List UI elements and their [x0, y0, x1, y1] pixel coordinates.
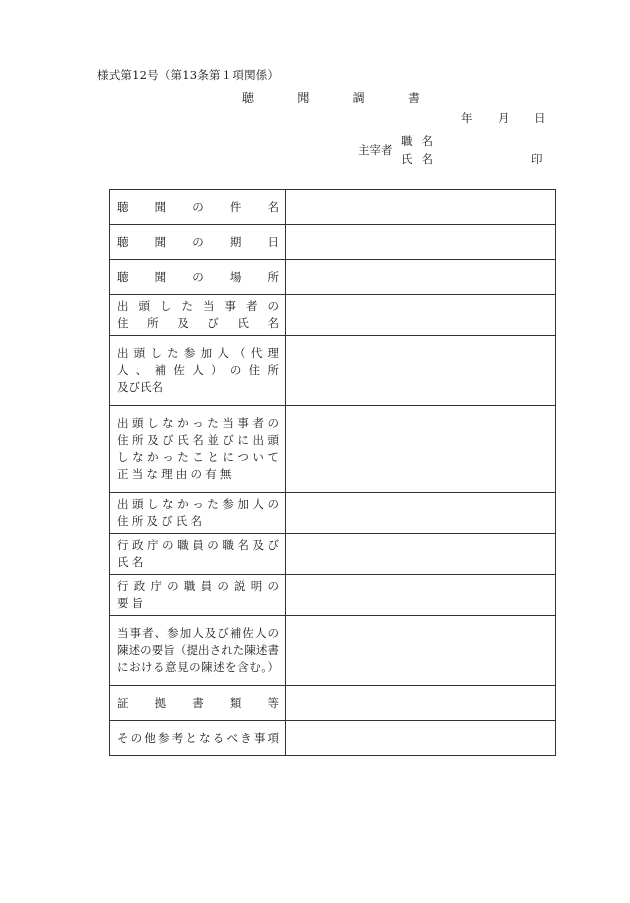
row-label-line: 出頭しなかった参加人の	[117, 497, 279, 511]
row-label-line: 出頭した当事者の	[117, 299, 279, 313]
row-value-cell[interactable]	[286, 616, 556, 686]
row-label-line: 住所及び氏名	[117, 514, 206, 528]
row-value-cell[interactable]	[286, 534, 556, 575]
form-number: 様式第12号（第13条第１項関係）	[97, 68, 280, 82]
table-row	[110, 534, 556, 575]
table-row	[110, 295, 556, 336]
table-row	[110, 686, 556, 721]
row-label-line: における意見の陳述を含む。）	[117, 660, 279, 674]
row-label	[110, 295, 285, 335]
table-row	[110, 260, 556, 295]
row-label-line: 正当な理由の有無	[117, 467, 235, 481]
row-label	[110, 412, 285, 486]
table-row	[110, 190, 556, 225]
row-label-line: 住所及び氏名	[117, 316, 279, 330]
row-value-cell[interactable]	[286, 721, 556, 756]
row-label-line: 行政庁の職員の職名及び	[117, 538, 279, 552]
row-value-cell[interactable]	[286, 575, 556, 616]
title-char-3: 調	[352, 91, 365, 105]
table-row	[110, 721, 556, 756]
table-row	[110, 225, 556, 260]
row-label-line: 出頭しなかった当事者の	[117, 416, 279, 430]
row-label-line: 行政庁の職員の説明の	[117, 579, 279, 593]
row-label: 証拠書類等	[117, 695, 279, 710]
table-row	[110, 336, 556, 406]
row-label-line: 人、補佐人）の住所	[117, 363, 279, 377]
row-label-line: 住所及び氏名並びに出頭	[117, 433, 279, 447]
row-label	[110, 493, 285, 533]
title-char-2: 聞	[297, 91, 310, 105]
document-title	[242, 89, 420, 106]
table-row	[110, 616, 556, 686]
row-label-line: しなかったことについて	[117, 450, 279, 464]
hearing-record-table	[109, 189, 556, 756]
row-label	[110, 622, 285, 679]
row-value-cell[interactable]	[286, 260, 556, 295]
row-value-cell[interactable]	[286, 336, 556, 406]
title-char-1: 聴	[242, 91, 255, 105]
row-label-line: 陳述の要旨（提出された陳述書	[117, 643, 279, 657]
row-value-cell[interactable]	[286, 225, 556, 260]
row-label: 聴聞の件名	[117, 199, 279, 214]
row-value-cell[interactable]	[286, 190, 556, 225]
date-year-label: 年	[461, 111, 473, 125]
row-value-cell[interactable]	[286, 406, 556, 493]
row-label-line: 及び氏名	[117, 380, 163, 394]
date-day-label: 日	[534, 111, 546, 125]
row-value-cell[interactable]	[286, 493, 556, 534]
host-label: 主宰者	[358, 143, 393, 157]
row-label	[110, 342, 285, 399]
seal-mark: 印	[531, 152, 543, 166]
row-label: 聴聞の場所	[117, 269, 279, 284]
title-char-4: 書	[407, 91, 420, 105]
table-row	[110, 493, 556, 534]
row-label: 聴聞の期日	[117, 234, 279, 249]
host-name-label: 氏名	[401, 152, 442, 166]
table-row	[110, 406, 556, 493]
row-value-cell[interactable]	[286, 686, 556, 721]
date-month-label: 月	[498, 111, 510, 125]
row-label	[110, 534, 285, 574]
host-position-label: 職名	[401, 134, 442, 148]
row-label-line: 当事者、参加人及び補佐人の	[117, 626, 279, 640]
row-label: その他参考となるべき事項	[117, 730, 279, 745]
table-row	[110, 575, 556, 616]
row-label-line: 出頭した参加人（代理	[117, 346, 279, 360]
row-label-line: 要旨	[117, 596, 147, 610]
row-value-cell[interactable]	[286, 295, 556, 336]
row-label-line: 氏名	[117, 555, 147, 569]
row-label	[110, 575, 285, 615]
